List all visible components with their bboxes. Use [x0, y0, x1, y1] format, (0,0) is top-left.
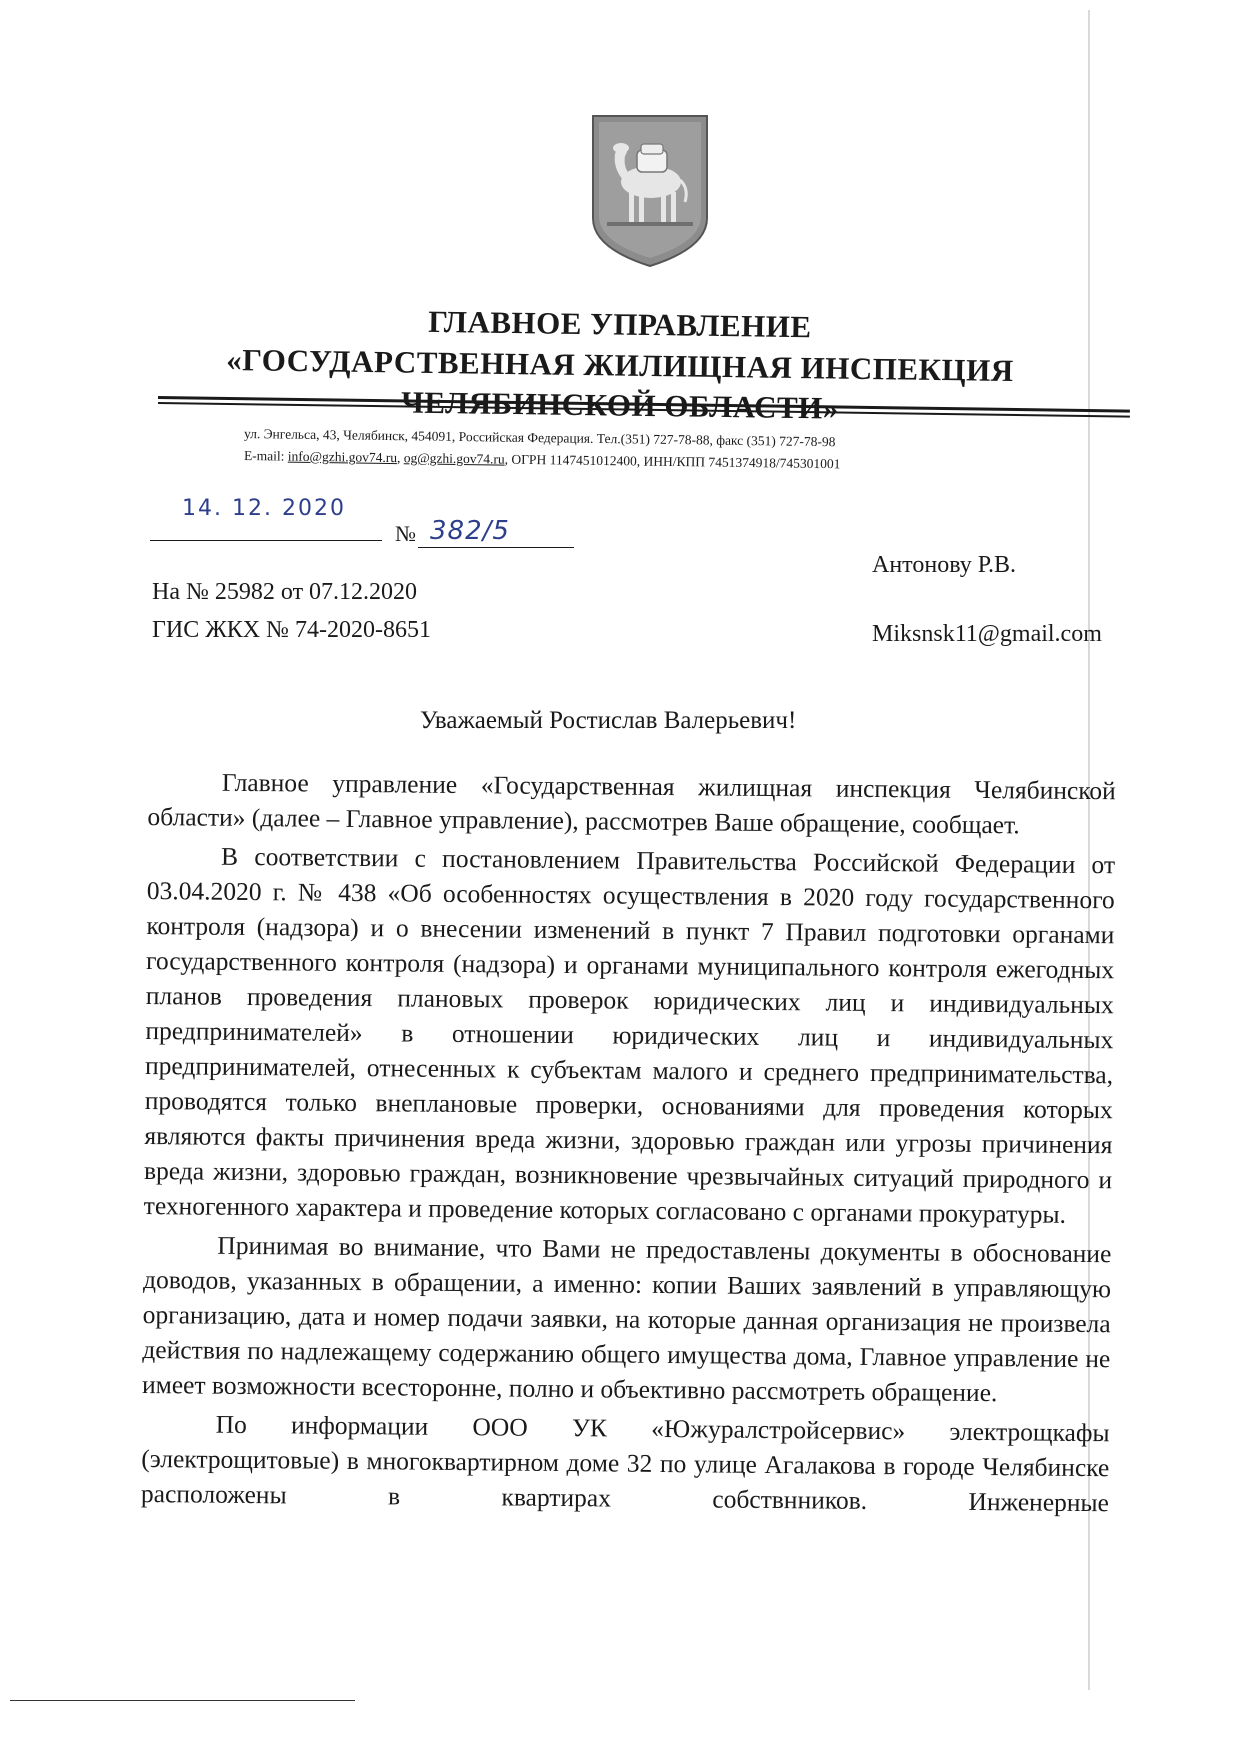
paragraph-1: Главное управление «Государственная жилищная инспекция Челябинской области» (далее – Главное управление), рассмотрев Ваше обращение, сообщает.: [147, 767, 1116, 840]
camel-coat-of-arms-icon: [585, 110, 715, 270]
paragraph-3: Принимая во внимание, что Вами не предоставлены документы в обоснование доводов, указанных в обращении, а именно: копии Ваших заявлений в управляющую организацию, дата и номер подачи заявки, на которые данная организация не произвела действия по надлежащему содержанию общего имущества дома, Главное управление не имеет возможности всесторонне, полно и объективно рассмотреть обращение.: [141, 1230, 1112, 1408]
email-label: E-mail:: [243, 448, 288, 464]
org-contacts: E-mail: info@gzhi.gov74.ru, og@gzhi.gov74.ru, ОГРН 1147451012400, ИНН/КПП 7451374918/745301001: [243, 448, 841, 472]
org-address: ул. Энгельса, 43, Челябинск, 454091, Российская Федерация. Тел.(351) 727-78-88, факс (351) 727-78-98: [243, 426, 836, 450]
reference-line2: ГИС ЖКХ № 74-2020-8651: [152, 617, 431, 643]
org-registry: , ОГРН 1147451012400, ИНН/КПП 7451374918/745301001: [504, 451, 841, 472]
org-title-line2: «ГОСУДАРСТВЕННАЯ ЖИЛИЩНАЯ ИНСПЕКЦИЯ: [226, 342, 1014, 389]
org-title-line1: ГЛАВНОЕ УПРАВЛЕНИЕ: [428, 303, 812, 345]
recipient-name: Антонову Р.В.: [872, 552, 1017, 578]
date-underline: [150, 540, 382, 541]
number-sign: №: [395, 521, 416, 546]
email-link-og[interactable]: og@gzhi.gov74.ru: [403, 450, 505, 467]
outgoing-number: 382/5: [430, 516, 510, 546]
footer-line: [10, 1700, 355, 1701]
letter-body: [141, 764, 1116, 1520]
outgoing-date: 14. 12. 2020: [182, 496, 346, 521]
paragraph-4: По информации ООО УК «Южуралстройсервис» электрощкафы (электрощитовые) в многоквартирном доме 32 по улице Агалакова в городе Челябинске расположены в квартирах собствнников. Инженерные: [140, 1409, 1110, 1518]
reference-line1: На № 25982 от 07.12.2020: [152, 579, 418, 605]
number-underline: [418, 547, 574, 548]
email-link-info[interactable]: info@gzhi.gov74.ru: [287, 448, 398, 466]
paragraph-2: В соответствии с постановлением Правительства Российской Федерации от 03.04.2020 г. № 438 «Об особенностях осуществления в 2020 году государственного контроля (надзора) и о внесении изменений в пункт 7 Правил подготовки органами государственного контроля (надзора) и органами муниципального контроля ежегодных планов проведения плановых проверок юридических лиц и индивидуальных предпринимателей» в отношении юридических лиц и индивидуальных предпринимателей, отнесенных к субъектам малого и среднего предпринимательства, проводятся только внеплановые проверки, основаниями для проведения которых являются факты причинения вреда жизни, здоровью граждан или угрозы причинения вреда жизни, здоровью граждан, возникновение чрезвычайных ситуаций природного и техногенного характера и проведение которых согласовано с органами прокуратуры.: [143, 841, 1116, 1229]
greeting: Уважаемый Ростислав Валерьевич!: [420, 707, 797, 734]
recipient-email: Miksnsk11@gmail.com: [872, 621, 1102, 647]
